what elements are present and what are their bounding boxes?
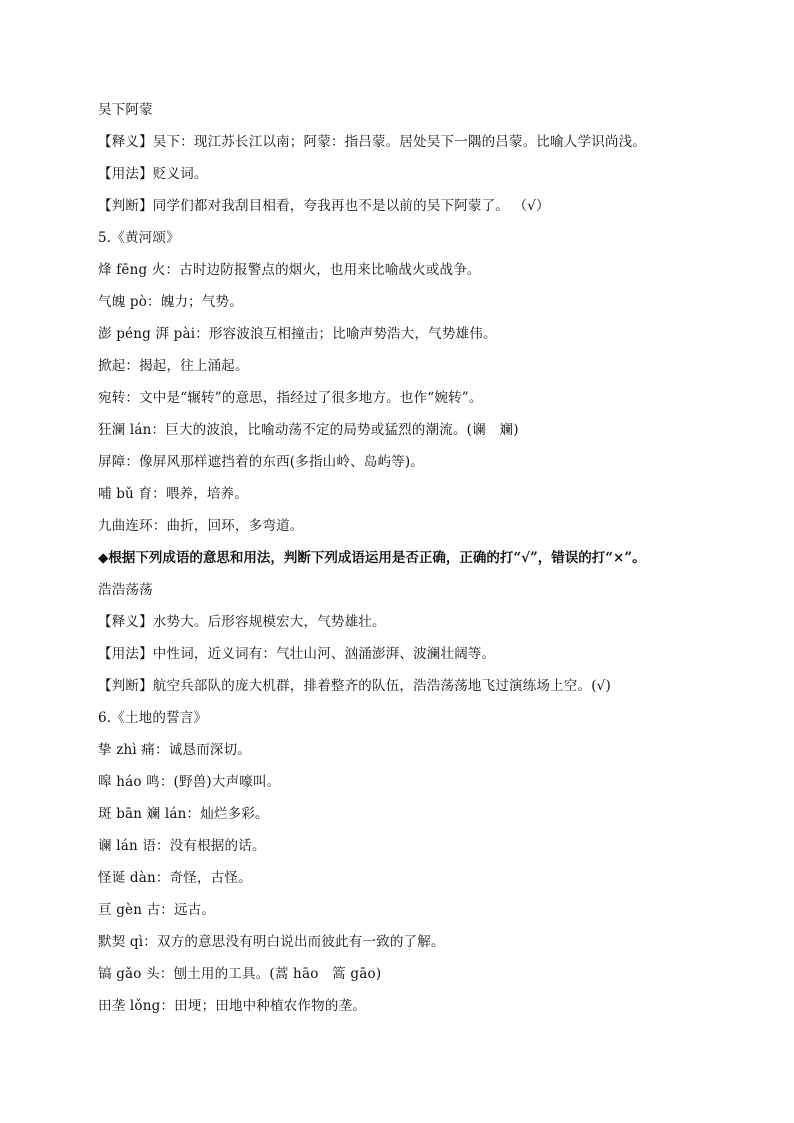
vocab-entry: 宛转：文中是“辗转”的意思，指经过了很多地方。也作“婉转”。: [98, 390, 483, 406]
idiom-judgment: 【判断】同学们都对我刮目相看，夸我再也不是以前的吴下阿蒙了。 （√）: [98, 198, 550, 214]
idiom-definition: 【释义】水势大。后形容规模宏大，气势雄壮。: [98, 614, 386, 630]
vocab-entry: 默契 qì：双方的意思没有明白说出而彼此有一致的了解。: [98, 934, 445, 950]
idiom-usage: 【用法】贬义词。: [98, 166, 208, 182]
vocab-entry: 亘 gèn 古：远古。: [98, 902, 216, 918]
vocab-entry: 斑 bān 斓 lán：灿烂多彩。: [98, 806, 269, 822]
idiom-usage: 【用法】中性词，近义词有：气壮山河、汹涌澎湃、波澜壮阔等。: [98, 646, 496, 662]
idiom-title-wuxia-ameng: 吴下阿蒙: [98, 102, 153, 118]
section-heading-huanghe-song: 5.《黄河颂》: [98, 230, 180, 246]
vocab-entry: 澎 péng 湃 pài：形容波浪互相撞击；比喻声势浩大，气势雄伟。: [98, 326, 497, 342]
vocab-entry: 怪诞 dàn：奇怪，古怪。: [98, 870, 252, 886]
vocab-entry: 屏障：像屏风那样遮挡着的东西(多指山岭、岛屿等)。: [98, 454, 425, 470]
vocab-entry: 镐 gǎo 头：刨土用的工具。(蒿 hāo 篙 gāo): [98, 966, 382, 982]
vocab-entry: 谰 lán 语：没有根据的话。: [98, 838, 266, 854]
idiom-judgment: 【判断】航空兵部队的庞大机群，排着整齐的队伍，浩浩荡荡地飞过演练场上空。(√): [98, 678, 611, 694]
section-heading-tudi-de-shiyan: 6.《土地的誓言》: [98, 710, 208, 726]
vocab-entry: 烽 fēng 火：古时边防报警点的烟火，也用来比喻战火或战争。: [98, 262, 481, 278]
instruction-text: ◆根据下列成语的意思和用法，判断下列成语运用是否正确，正确的打“√”，错误的打“×”。: [98, 550, 646, 566]
vocab-entry: 田垄 lǒng：田埂；田地中种植农作物的垄。: [98, 998, 366, 1014]
vocab-entry: 狂澜 lán：巨大的波浪，比喻动荡不定的局势或猛烈的潮流。(谰 斓): [98, 422, 519, 438]
vocab-entry: 气魄 pò：魄力；气势。: [98, 294, 243, 310]
vocab-entry: 嗥 háo 鸣：(野兽)大声嚎叫。: [98, 774, 281, 790]
idiom-definition: 【释义】吴下：现江苏长江以南；阿蒙：指吕蒙。居处吴下一隅的吕蒙。比喻人学识尚浅。: [98, 134, 646, 150]
vocab-entry: 哺 bǔ 育：喂养，培养。: [98, 486, 249, 502]
vocab-entry: 九曲连环：曲折，回环，多弯道。: [98, 518, 304, 534]
idiom-title-haohao-dangdang: 浩浩荡荡: [98, 582, 153, 598]
vocab-entry: 挚 zhì 痛：诚恳而深切。: [98, 742, 252, 758]
vocab-entry: 掀起：揭起，往上涌起。: [98, 358, 249, 374]
